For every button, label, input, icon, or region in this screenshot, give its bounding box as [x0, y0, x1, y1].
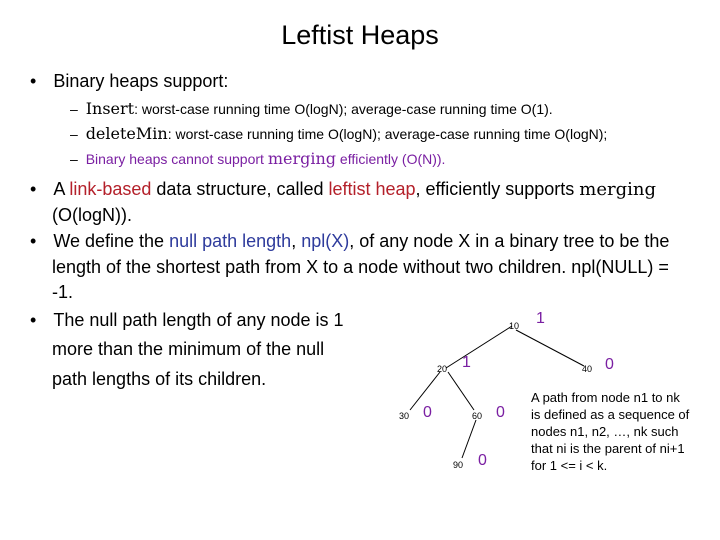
- b4-line3: path lengths of its children.: [52, 369, 267, 389]
- b3-line2: length of the shortest path from X to a node without two children. npl(NULL) =: [52, 257, 669, 277]
- edge-10-40: [516, 330, 584, 366]
- b4-line2: more than the minimum of the null: [52, 339, 325, 359]
- node-10-key: 10: [509, 321, 520, 331]
- b2-p1: A: [53, 179, 70, 199]
- path-note-line-3: nodes n1, n2, …, nk such: [531, 424, 679, 439]
- merge-pre: Binary heaps cannot support: [85, 151, 268, 167]
- merge-op: merging: [267, 149, 337, 168]
- deletemin-op: deleteMin: [85, 124, 168, 143]
- edge-20-60: [448, 372, 474, 410]
- node-20-key: 20: [437, 364, 448, 374]
- bullet-dot: •: [30, 71, 37, 91]
- edge-10-20: [446, 326, 512, 368]
- node-40-key: 40: [582, 364, 593, 374]
- dash: –: [70, 126, 78, 142]
- merging-term: merging: [579, 179, 657, 200]
- node-10-npl: 1: [536, 310, 545, 327]
- dash: –: [70, 151, 78, 167]
- bullet-dot: •: [30, 231, 37, 251]
- path-note-line-1: A path from node n1 to nk: [531, 390, 680, 405]
- insert-op: Insert: [85, 99, 135, 118]
- node-20-npl: 1: [462, 354, 471, 371]
- dash: –: [70, 101, 78, 117]
- link-based-term: link-based: [69, 179, 152, 199]
- edge-60-90: [462, 420, 476, 458]
- node-90-npl: 0: [478, 452, 487, 469]
- bullet-dot: •: [30, 310, 37, 330]
- b2-p2: data structure, called: [151, 179, 329, 199]
- node-30-key: 30: [399, 411, 410, 421]
- b3-p1: We define the: [53, 231, 170, 251]
- page-title: Leftist Heaps: [281, 20, 439, 50]
- node-90-key: 90: [453, 460, 464, 470]
- merge-post: efficiently (O(N)).: [336, 151, 446, 167]
- b2-p3: , efficiently supports: [415, 179, 580, 199]
- node-40-npl: 0: [605, 356, 614, 373]
- npl-term: null path length: [169, 231, 292, 251]
- bullet-dot: •: [30, 179, 37, 199]
- nplx-term: npl(X): [301, 231, 350, 251]
- bullet-text: Binary heaps support:: [53, 71, 229, 91]
- path-note-line-5: for 1 <= i < k.: [531, 458, 608, 473]
- b3-p2: ,: [291, 231, 302, 251]
- b2-line2: (O(logN)).: [52, 205, 132, 225]
- deletemin-text: : worst-case running time O(logN); average-case running time O(logN);: [167, 126, 608, 142]
- b3-line3: -1.: [52, 282, 74, 302]
- insert-text: : worst-case running time O(logN); average-case running time O(1).: [134, 101, 553, 117]
- b4-line1: The null path length of any node is 1: [53, 310, 344, 330]
- node-60-key: 60: [472, 411, 483, 421]
- node-60-npl: 0: [496, 404, 505, 421]
- path-note-line-4: that ni is the parent of ni+1: [531, 441, 685, 456]
- node-30-npl: 0: [423, 404, 432, 421]
- path-note-line-2: is defined as a sequence of: [531, 407, 690, 422]
- b3-p3: , of any node X in a binary tree to be the: [349, 231, 670, 251]
- leftist-heap-term: leftist heap: [328, 179, 416, 199]
